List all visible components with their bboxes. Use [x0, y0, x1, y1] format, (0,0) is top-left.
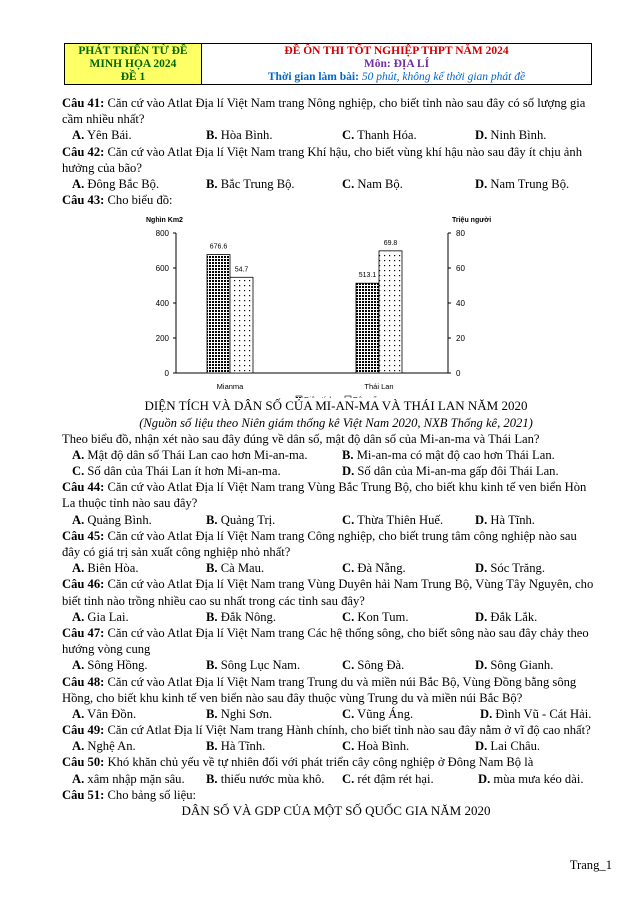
- option-text: Nghệ An.: [87, 739, 136, 754]
- answer-option[interactable]: [72, 512, 152, 528]
- answer-option[interactable]: [72, 706, 136, 722]
- exam-code-cell: [65, 44, 202, 85]
- options-row: [62, 447, 610, 463]
- option-text: Sông Hồng.: [87, 658, 148, 673]
- option-letter: A.: [72, 771, 85, 786]
- option-letter: A.: [72, 609, 85, 624]
- option-text: Hà Tĩnh.: [490, 512, 535, 527]
- question-line: [62, 528, 610, 544]
- answer-option[interactable]: [342, 463, 559, 479]
- option-text: Số dân của Thái Lan ít hơn Mi-an-ma.: [87, 464, 281, 479]
- chart-source: (Nguồn số liệu theo Niên giám thống kê Việt Nam 2020, NXB Thống kê, 2021): [139, 415, 533, 430]
- option-text: Nghi Sơn.: [220, 706, 273, 721]
- option-letter: B.: [206, 609, 218, 624]
- option-text: Nam Bộ.: [357, 176, 403, 191]
- question-line: [62, 674, 610, 690]
- subject-label: Môn:: [363, 57, 394, 70]
- question-line: [62, 495, 610, 511]
- option-letter: B.: [206, 739, 218, 754]
- options-row: [62, 512, 610, 528]
- option-letter: B.: [206, 176, 218, 191]
- answer-option[interactable]: [475, 127, 546, 143]
- option-letter: A.: [72, 706, 85, 721]
- option-text: Hòa Bình.: [220, 128, 273, 143]
- option-letter: C.: [342, 609, 355, 624]
- question-number: Câu 46:: [62, 577, 105, 592]
- option-text: Quảng Bình.: [87, 512, 152, 527]
- right-tick-label: 40: [456, 299, 465, 309]
- left-tick-label: 600: [155, 264, 169, 274]
- answer-option[interactable]: [206, 657, 300, 673]
- bar-chart: [62, 208, 610, 398]
- question-text: hướng vòng cung: [62, 642, 151, 657]
- options-row: [62, 560, 610, 576]
- question-line: [62, 690, 610, 706]
- answer-option[interactable]: [475, 609, 537, 625]
- question-text: Căn cứ vào Atlat Địa lí Việt Nam trang Công nghiệp, cho biết trung tâm công nghiệp nào sau: [104, 528, 577, 543]
- option-text: Hoà Bình.: [357, 739, 410, 754]
- left-tick-label: 0: [164, 369, 169, 379]
- data-label: 676.6: [209, 243, 228, 251]
- option-text: Hà Tĩnh.: [220, 739, 266, 754]
- answer-option[interactable]: [475, 512, 535, 528]
- option-letter: A.: [72, 739, 85, 754]
- right-tick-label: 0: [456, 369, 461, 379]
- bar-dien-tich: [207, 255, 230, 373]
- option-letter: A.: [72, 176, 85, 191]
- option-text: Mi-an-ma có mật độ cao hơn Thái Lan.: [356, 447, 555, 462]
- option-text: Ninh Bình.: [490, 128, 547, 143]
- answer-option[interactable]: [206, 176, 295, 192]
- question-number: Câu 42:: [62, 144, 105, 159]
- option-text: Bắc Trung Bộ.: [220, 176, 295, 191]
- options-row: [62, 771, 610, 787]
- answer-option[interactable]: [480, 706, 591, 722]
- option-text: Biên Hòa.: [87, 561, 139, 576]
- question-line: [62, 111, 610, 127]
- question-number: Câu 44:: [62, 480, 105, 495]
- question-text: Cho biểu đồ:: [104, 193, 173, 208]
- question-text: Theo biểu đồ, nhận xét nào sau đây đúng về dân số, mật độ dân số của Mi-an-ma và Thái Lan?: [62, 431, 540, 446]
- category-label: Thái Lan: [364, 382, 394, 392]
- legend-swatch-dien-tich: [296, 396, 302, 398]
- option-letter: D.: [475, 658, 488, 673]
- answer-option[interactable]: [342, 447, 555, 463]
- option-letter: D.: [478, 771, 491, 786]
- option-text: Yên Bái.: [86, 128, 132, 143]
- question-line: [62, 754, 610, 770]
- option-letter: C.: [342, 658, 355, 673]
- question-line: [62, 192, 610, 208]
- time-value: 50 phút, không kể thời gian phát đề: [361, 70, 526, 83]
- option-letter: B.: [206, 512, 218, 527]
- bar-chart-svg: [62, 208, 610, 398]
- question-line: [62, 144, 610, 160]
- option-text: Đắk Lắk.: [490, 609, 538, 624]
- page-footer: Trang_1: [569, 858, 612, 872]
- exam-header: [64, 43, 592, 85]
- answer-option[interactable]: [342, 512, 443, 528]
- question-text: Căn cứ vào Atlat Địa lí Việt Nam trang Vùng Bắc Trung Bộ, cho biết khu kinh tế ven biển Hòn: [104, 480, 587, 495]
- time-label: Thời gian làm bài:: [267, 70, 362, 83]
- question-line: [62, 95, 610, 111]
- data-label: 54.7: [234, 266, 249, 274]
- answer-option[interactable]: [342, 176, 403, 192]
- option-text: Vũng Áng.: [357, 706, 414, 721]
- options-row: [62, 176, 610, 192]
- option-text: Quảng Trị.: [220, 512, 276, 527]
- option-text: Thừa Thiên Huế.: [357, 512, 444, 527]
- question-text: Cho bảng số liệu:: [104, 787, 196, 802]
- answer-option[interactable]: [475, 657, 553, 673]
- option-letter: C.: [72, 464, 85, 479]
- category-label: Mianma: [216, 382, 244, 392]
- question-line: [62, 544, 610, 560]
- option-letter: D.: [475, 128, 488, 143]
- question-line: [62, 625, 610, 641]
- header-left-line-3: ĐỀ 1: [120, 70, 146, 83]
- option-letter: A.: [72, 512, 85, 527]
- bar-dan-so: [230, 278, 253, 374]
- answer-option[interactable]: [72, 560, 138, 576]
- question-line: [62, 576, 610, 592]
- question-number: Câu 50:: [62, 755, 105, 770]
- answer-option[interactable]: [206, 560, 264, 576]
- option-text: Đông Bắc Bộ.: [87, 176, 160, 191]
- answer-option[interactable]: [342, 560, 406, 576]
- option-text: Đắk Nông.: [220, 609, 276, 624]
- answer-option[interactable]: [342, 706, 413, 722]
- legend-label: [353, 395, 378, 398]
- option-text: Số dân của Mi-an-ma gấp đôi Thái Lan.: [357, 464, 559, 479]
- question-list: [62, 95, 610, 819]
- option-letter: B.: [342, 447, 354, 462]
- answer-option[interactable]: [72, 463, 281, 479]
- answer-option[interactable]: [72, 176, 159, 192]
- option-text: Gia Lai.: [87, 609, 129, 624]
- answer-option[interactable]: [72, 738, 136, 754]
- option-text: Vân Đồn.: [87, 706, 137, 721]
- question-number: Câu 47:: [62, 625, 105, 640]
- option-text: Kon Tum.: [357, 609, 409, 624]
- option-letter: D.: [475, 739, 488, 754]
- option-letter: C.: [342, 128, 355, 143]
- right-tick-label: 60: [456, 264, 465, 274]
- option-text: Sóc Trăng.: [490, 561, 545, 576]
- question-text: Căn cứ vào Atlat Địa lí Việt Nam trang Các hệ thống sông, cho biết sông nào sau đây chảy theo: [104, 625, 589, 640]
- answer-option[interactable]: [206, 127, 273, 143]
- answer-option[interactable]: [342, 771, 434, 787]
- option-letter: D.: [342, 464, 355, 479]
- question-number: Câu 43:: [62, 193, 105, 208]
- option-letter: A.: [72, 128, 85, 143]
- left-tick-label: 400: [155, 299, 169, 309]
- option-text: thiếu nước mùa khô.: [220, 771, 325, 786]
- option-text: Nam Trung Bộ.: [490, 176, 570, 191]
- answer-option[interactable]: [475, 176, 569, 192]
- question-line: [62, 641, 610, 657]
- answer-option[interactable]: [72, 609, 129, 625]
- right-tick-label: 80: [456, 229, 465, 239]
- data-label: 513.1: [358, 272, 377, 280]
- exam-title-cell: [202, 44, 592, 85]
- chart-caption: DIỆN TÍCH VÀ DÂN SỐ CỦA MI-AN-MA VÀ THÁI LAN NĂM 2020: [144, 398, 528, 414]
- option-letter: C.: [342, 561, 355, 576]
- answer-option[interactable]: [206, 609, 276, 625]
- question-text: đây có giá trị sản xuất công nghiệp nhỏ nhất?: [62, 545, 291, 559]
- option-letter: C.: [342, 771, 355, 786]
- option-text: Đà Nẵng.: [357, 561, 406, 576]
- answer-option[interactable]: [342, 609, 409, 625]
- bar-dien-tich: [356, 284, 379, 374]
- answer-option[interactable]: [342, 738, 409, 754]
- left-tick-label: 800: [155, 229, 169, 239]
- question-text: cầm nhiều nhất?: [62, 112, 145, 127]
- options-row: [62, 738, 610, 754]
- option-letter: C.: [342, 176, 355, 191]
- option-letter: C.: [342, 706, 355, 721]
- header-left-line-2: MINH HỌA 2024: [89, 57, 177, 70]
- question-text: Hồng, cho biết khu kinh tế ven biển nào sau đây thuộc vùng Trung du và miền núi Bắc Bộ?: [62, 690, 523, 705]
- option-letter: A.: [72, 561, 85, 576]
- option-letter: B.: [206, 561, 218, 576]
- question-text: La thuộc tỉnh nào sau đây?: [62, 496, 198, 511]
- answer-option[interactable]: [206, 738, 265, 754]
- answer-option[interactable]: [206, 706, 272, 722]
- question-number: Câu 49:: [62, 723, 105, 738]
- answer-option[interactable]: [72, 127, 132, 143]
- question-line: [62, 787, 610, 803]
- options-row: [62, 609, 610, 625]
- answer-option[interactable]: [206, 771, 324, 787]
- left-tick-label: 200: [155, 334, 169, 344]
- option-text: Cà Mau.: [220, 561, 265, 576]
- left-axis-label: Nghìn Km2: [146, 217, 183, 225]
- option-letter: C.: [342, 512, 355, 527]
- legend-label: [304, 395, 334, 398]
- options-row: [62, 463, 610, 479]
- question-text: Căn cứ vào Atlat Địa lí Việt Nam trang Vùng Duyên hải Nam Trung Bộ, Vùng Tây Nguyên, cho: [104, 577, 594, 592]
- options-row: [62, 657, 610, 673]
- option-text: xâm nhập mặn sâu.: [87, 771, 185, 786]
- option-letter: B.: [206, 771, 218, 786]
- answer-option[interactable]: [206, 512, 275, 528]
- question-line: [62, 479, 610, 495]
- question-text: Căn cứ Atlat Địa lí Việt Nam trang Hành chính, cho biết tỉnh nào sau đây nằm ở vĩ độ cao nhất?: [104, 723, 591, 738]
- option-letter: D.: [475, 609, 488, 624]
- bar-dan-so: [379, 251, 402, 373]
- question-text: Khó khăn chủ yếu về tự nhiên đối với phát triển cây công nghiệp ở Đông Nam Bộ là: [104, 755, 534, 770]
- question-line: [62, 593, 610, 609]
- table-caption: DÂN SỐ VÀ GDP CỦA MỘT SỐ QUỐC GIA NĂM 2020: [181, 803, 491, 818]
- question-text: biết tỉnh nào trồng nhiều cao su nhất trong các tỉnh sau đây?: [62, 593, 365, 608]
- answer-option[interactable]: [72, 447, 308, 463]
- option-letter: A.: [72, 658, 85, 673]
- option-letter: B.: [206, 128, 218, 143]
- subject: ĐỊA LÍ: [393, 57, 430, 70]
- option-text: Sông Lục Nam.: [220, 658, 301, 673]
- question-number: Câu 41:: [62, 96, 105, 110]
- legend-swatch-dan-so: [345, 396, 351, 398]
- question-number: Câu 51:: [62, 787, 105, 802]
- question-number: Câu 45:: [62, 528, 105, 543]
- answer-option[interactable]: [342, 657, 404, 673]
- answer-option[interactable]: [72, 657, 148, 673]
- option-text: rét đậm rét hại.: [357, 771, 434, 786]
- options-row: [62, 706, 610, 722]
- right-tick-label: 20: [456, 334, 465, 344]
- question-line: [62, 160, 610, 176]
- question-text: Căn cứ vào Atlat Địa lí Việt Nam trang Nông nghiệp, cho biết tỉnh nào sau đây có số lượng gia: [104, 96, 586, 110]
- exam-title: ĐỀ ÔN THI TỐT NGHIỆP THPT NĂM 2024: [284, 44, 509, 57]
- option-letter: D.: [475, 512, 488, 527]
- option-letter: D.: [475, 176, 488, 191]
- options-row: [62, 127, 610, 143]
- option-text: Lai Châu.: [490, 739, 541, 754]
- data-label: 69.8: [383, 240, 398, 248]
- answer-option[interactable]: [475, 560, 545, 576]
- question-text: Căn cứ vào Atlat Địa lí Việt Nam trang Trung du và miền núi Bắc Bộ, Vùng Đồng bằng sông: [104, 674, 577, 689]
- answer-option[interactable]: [72, 771, 185, 787]
- option-letter: A.: [72, 447, 85, 462]
- option-letter: B.: [206, 658, 218, 673]
- option-letter: B.: [206, 706, 218, 721]
- answer-option[interactable]: [475, 738, 540, 754]
- option-text: Đình Vũ - Cát Hải.: [495, 706, 592, 721]
- option-letter: D.: [480, 706, 493, 721]
- question-line: [62, 722, 610, 738]
- option-text: Sông Đà.: [357, 658, 405, 673]
- header-left-line-1: PHÁT TRIỂN TỪ ĐỀ: [78, 44, 188, 57]
- right-axis-label: Triệu người: [452, 217, 492, 225]
- answer-option[interactable]: [342, 127, 417, 143]
- question-text: hưởng của bão?: [62, 160, 142, 175]
- option-text: Sông Gianh.: [490, 658, 554, 673]
- option-letter: D.: [475, 561, 488, 576]
- answer-option[interactable]: [478, 771, 583, 787]
- question-text: Căn cứ vào Atlat Địa lí Việt Nam trang Khí hậu, cho biết vùng khí hậu nào sau đây ít chịu ảnh: [104, 144, 582, 159]
- option-letter: C.: [342, 739, 355, 754]
- option-text: mùa mưa kéo dài.: [493, 771, 584, 786]
- question-number: Câu 48:: [62, 674, 105, 689]
- option-text: Mật độ dân số Thái Lan cao hơn Mi-an-ma.: [87, 447, 308, 462]
- option-text: Thanh Hóa.: [357, 128, 417, 143]
